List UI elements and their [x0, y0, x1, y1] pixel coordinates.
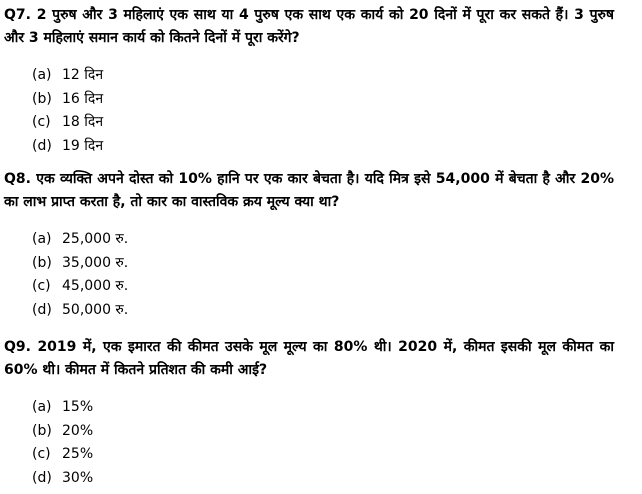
option-value: 25% [62, 446, 94, 462]
option-value: 18 दिन [62, 114, 104, 130]
option-value: 15% [62, 399, 94, 415]
option-label: (a) [32, 67, 52, 83]
question-text: एक व्यक्ति अपने दोस्त को 10% हानि पर एक कार बेचता है। यदि मित्र इसे 54,000 में बेचता है और 20% का लाभ प्राप्त करता है, तो कार का वास्तविक क्रय मूल्य क्या था? [4, 171, 615, 210]
option-value: 35,000 रु. [62, 254, 129, 271]
option-q9-b[interactable] [32, 420, 93, 444]
option-q7-a[interactable] [32, 64, 103, 88]
option-q8-a[interactable] [32, 228, 128, 252]
option-label: (d) [32, 137, 52, 154]
question-q9 [4, 336, 614, 382]
option-q7-d[interactable] [32, 135, 103, 159]
option-label: (d) [32, 469, 52, 486]
option-q9-a[interactable] [32, 396, 93, 420]
options-q9 [32, 396, 93, 490]
question-text: 2 पुरुष और 3 महिलाएं एक साथ या 4 पुरुष एक साथ एक कार्य को 20 दिनों में पूरा कर सकते हैं। 3 पुरुष और 3 महिलाएं समान कार्य को कितने दिनों में पूरा करेंगे? [4, 7, 615, 46]
option-label: (a) [32, 231, 52, 247]
option-value: 30% [62, 469, 94, 486]
option-value: 12 दिन [62, 67, 104, 83]
question-number: Q7. [4, 7, 31, 23]
question-q8 [4, 168, 614, 214]
option-value: 45,000 रु. [62, 278, 129, 294]
option-label: (a) [32, 399, 52, 415]
option-label: (b) [32, 254, 52, 271]
option-value: 25,000 रु. [62, 231, 129, 247]
options-q8 [32, 228, 128, 322]
options-q7 [32, 64, 103, 158]
question-q7 [4, 4, 614, 50]
question-text: 2019 में, एक इमारत की कीमत उसके मूल मूल्य का 80% थी। 2020 में, कीमत इसकी मूल कीमत का 60% थी। कीमत में कितने प्रतिशत की कमी आई? [4, 339, 614, 378]
option-value: 19 दिन [62, 137, 104, 154]
option-label: (c) [32, 446, 51, 462]
option-q8-c[interactable] [32, 275, 128, 299]
option-label: (c) [32, 278, 51, 294]
option-label: (c) [32, 114, 51, 130]
option-q7-b[interactable] [32, 88, 103, 112]
option-q8-b[interactable] [32, 252, 128, 276]
option-value: 50,000 रु. [62, 301, 129, 318]
option-label: (b) [32, 90, 52, 107]
option-value: 16 दिन [62, 90, 104, 107]
option-q8-d[interactable] [32, 299, 128, 323]
option-q9-d[interactable] [32, 467, 93, 491]
option-value: 20% [62, 422, 94, 439]
question-number: Q9. [4, 339, 31, 355]
option-q7-c[interactable] [32, 111, 103, 135]
option-q9-c[interactable] [32, 443, 93, 467]
option-label: (b) [32, 422, 52, 439]
option-label: (d) [32, 301, 52, 318]
question-number: Q8. [4, 171, 31, 187]
